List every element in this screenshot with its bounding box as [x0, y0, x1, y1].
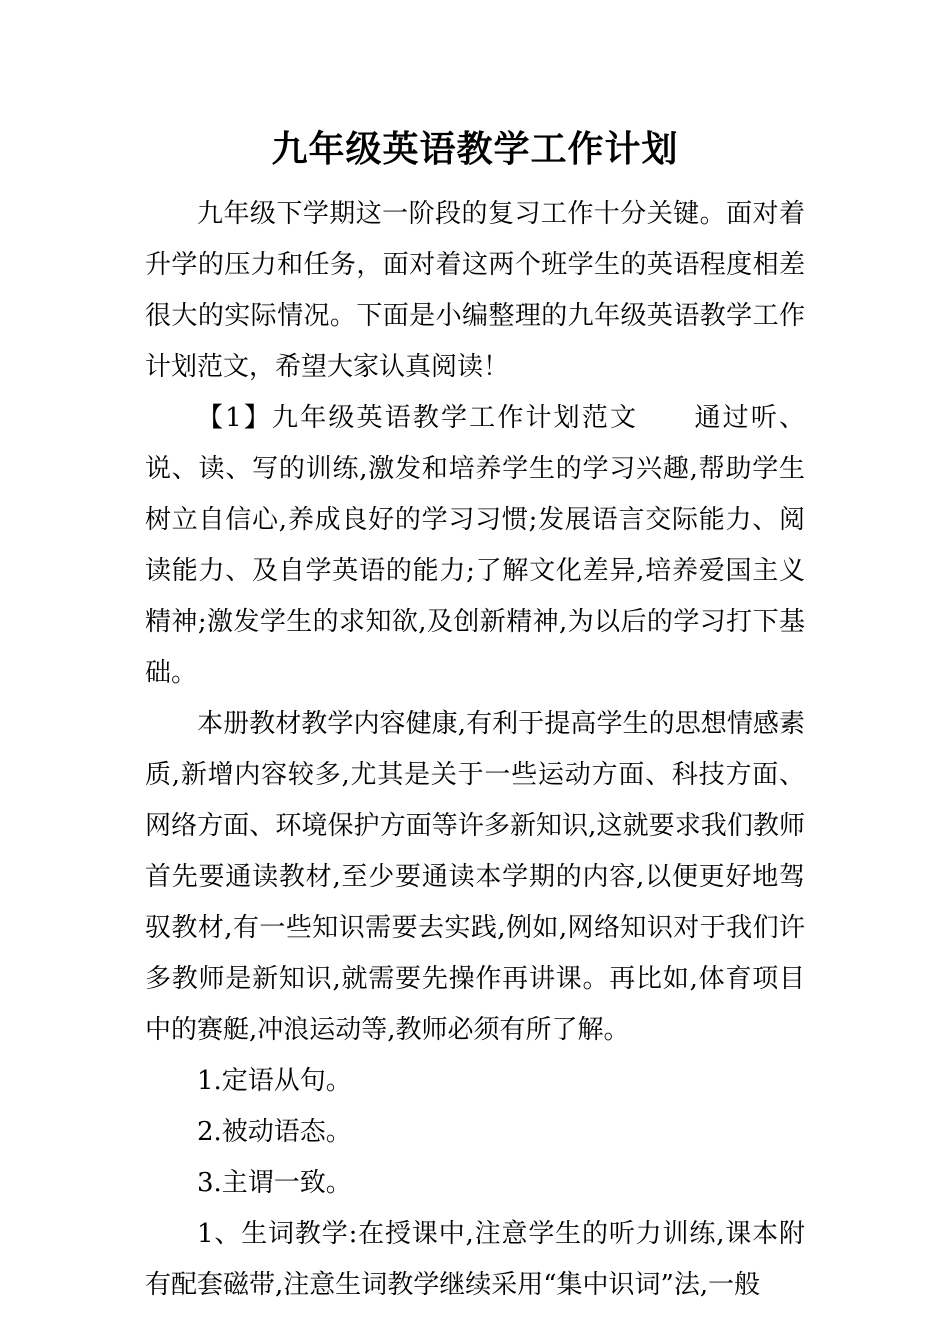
document-title: 九年级英语教学工作计划: [271, 128, 679, 170]
list-item-subject-verb-agreement: 3.主谓一致。: [197, 1168, 352, 1199]
list-item-relative-clause: 1.定语从句。: [197, 1066, 352, 1097]
paragraph-vocabulary-teaching: 1、生词教学:在授课中,注意学生的听力训练,课本附有配套磁带,注意生词教学继续采用“集中识词”法,一般: [145, 1219, 805, 1301]
list-item-passive-voice: 2.被动语态。: [197, 1117, 352, 1148]
paragraph-intro: 九年级下学期这一阶段的复习工作十分关键。面对着升学的压力和任务，面对着这两个班学生的英语程度相差很大的实际情况。下面是小编整理的九年级英语教学工作计划范文，希望大家认真阅读！: [145, 199, 805, 383]
paragraph-textbook-content: 本册教材教学内容健康,有利于提高学生的思想情感素质,新增内容较多,尤其是关于一些运动方面、科技方面、网络方面、环境保护方面等许多新知识,这就要求我们教师首先要通读教材,至少要通读本学期的内容,以便更好地驾驭教材,有一些知识需要去实践,例如,网络知识对于我们许多教师是新知识,就需要先操作再讲课。再比如,体育项目中的赛艇,冲浪运动等,教师必须有所了解。: [145, 709, 805, 1046]
paragraph-plan-goals: 【1】九年级英语教学工作计划范文 通过听、说、读、写的训练,激发和培养学生的学习兴趣,帮助学生树立自信心,养成良好的学习习惯;发展语言交际能力、阅读能力、及自学英语的能力;了解文化差异,培养爱国主义精神;激发学生的求知欲,及创新精神,为以后的学习打下基础。: [145, 403, 805, 689]
